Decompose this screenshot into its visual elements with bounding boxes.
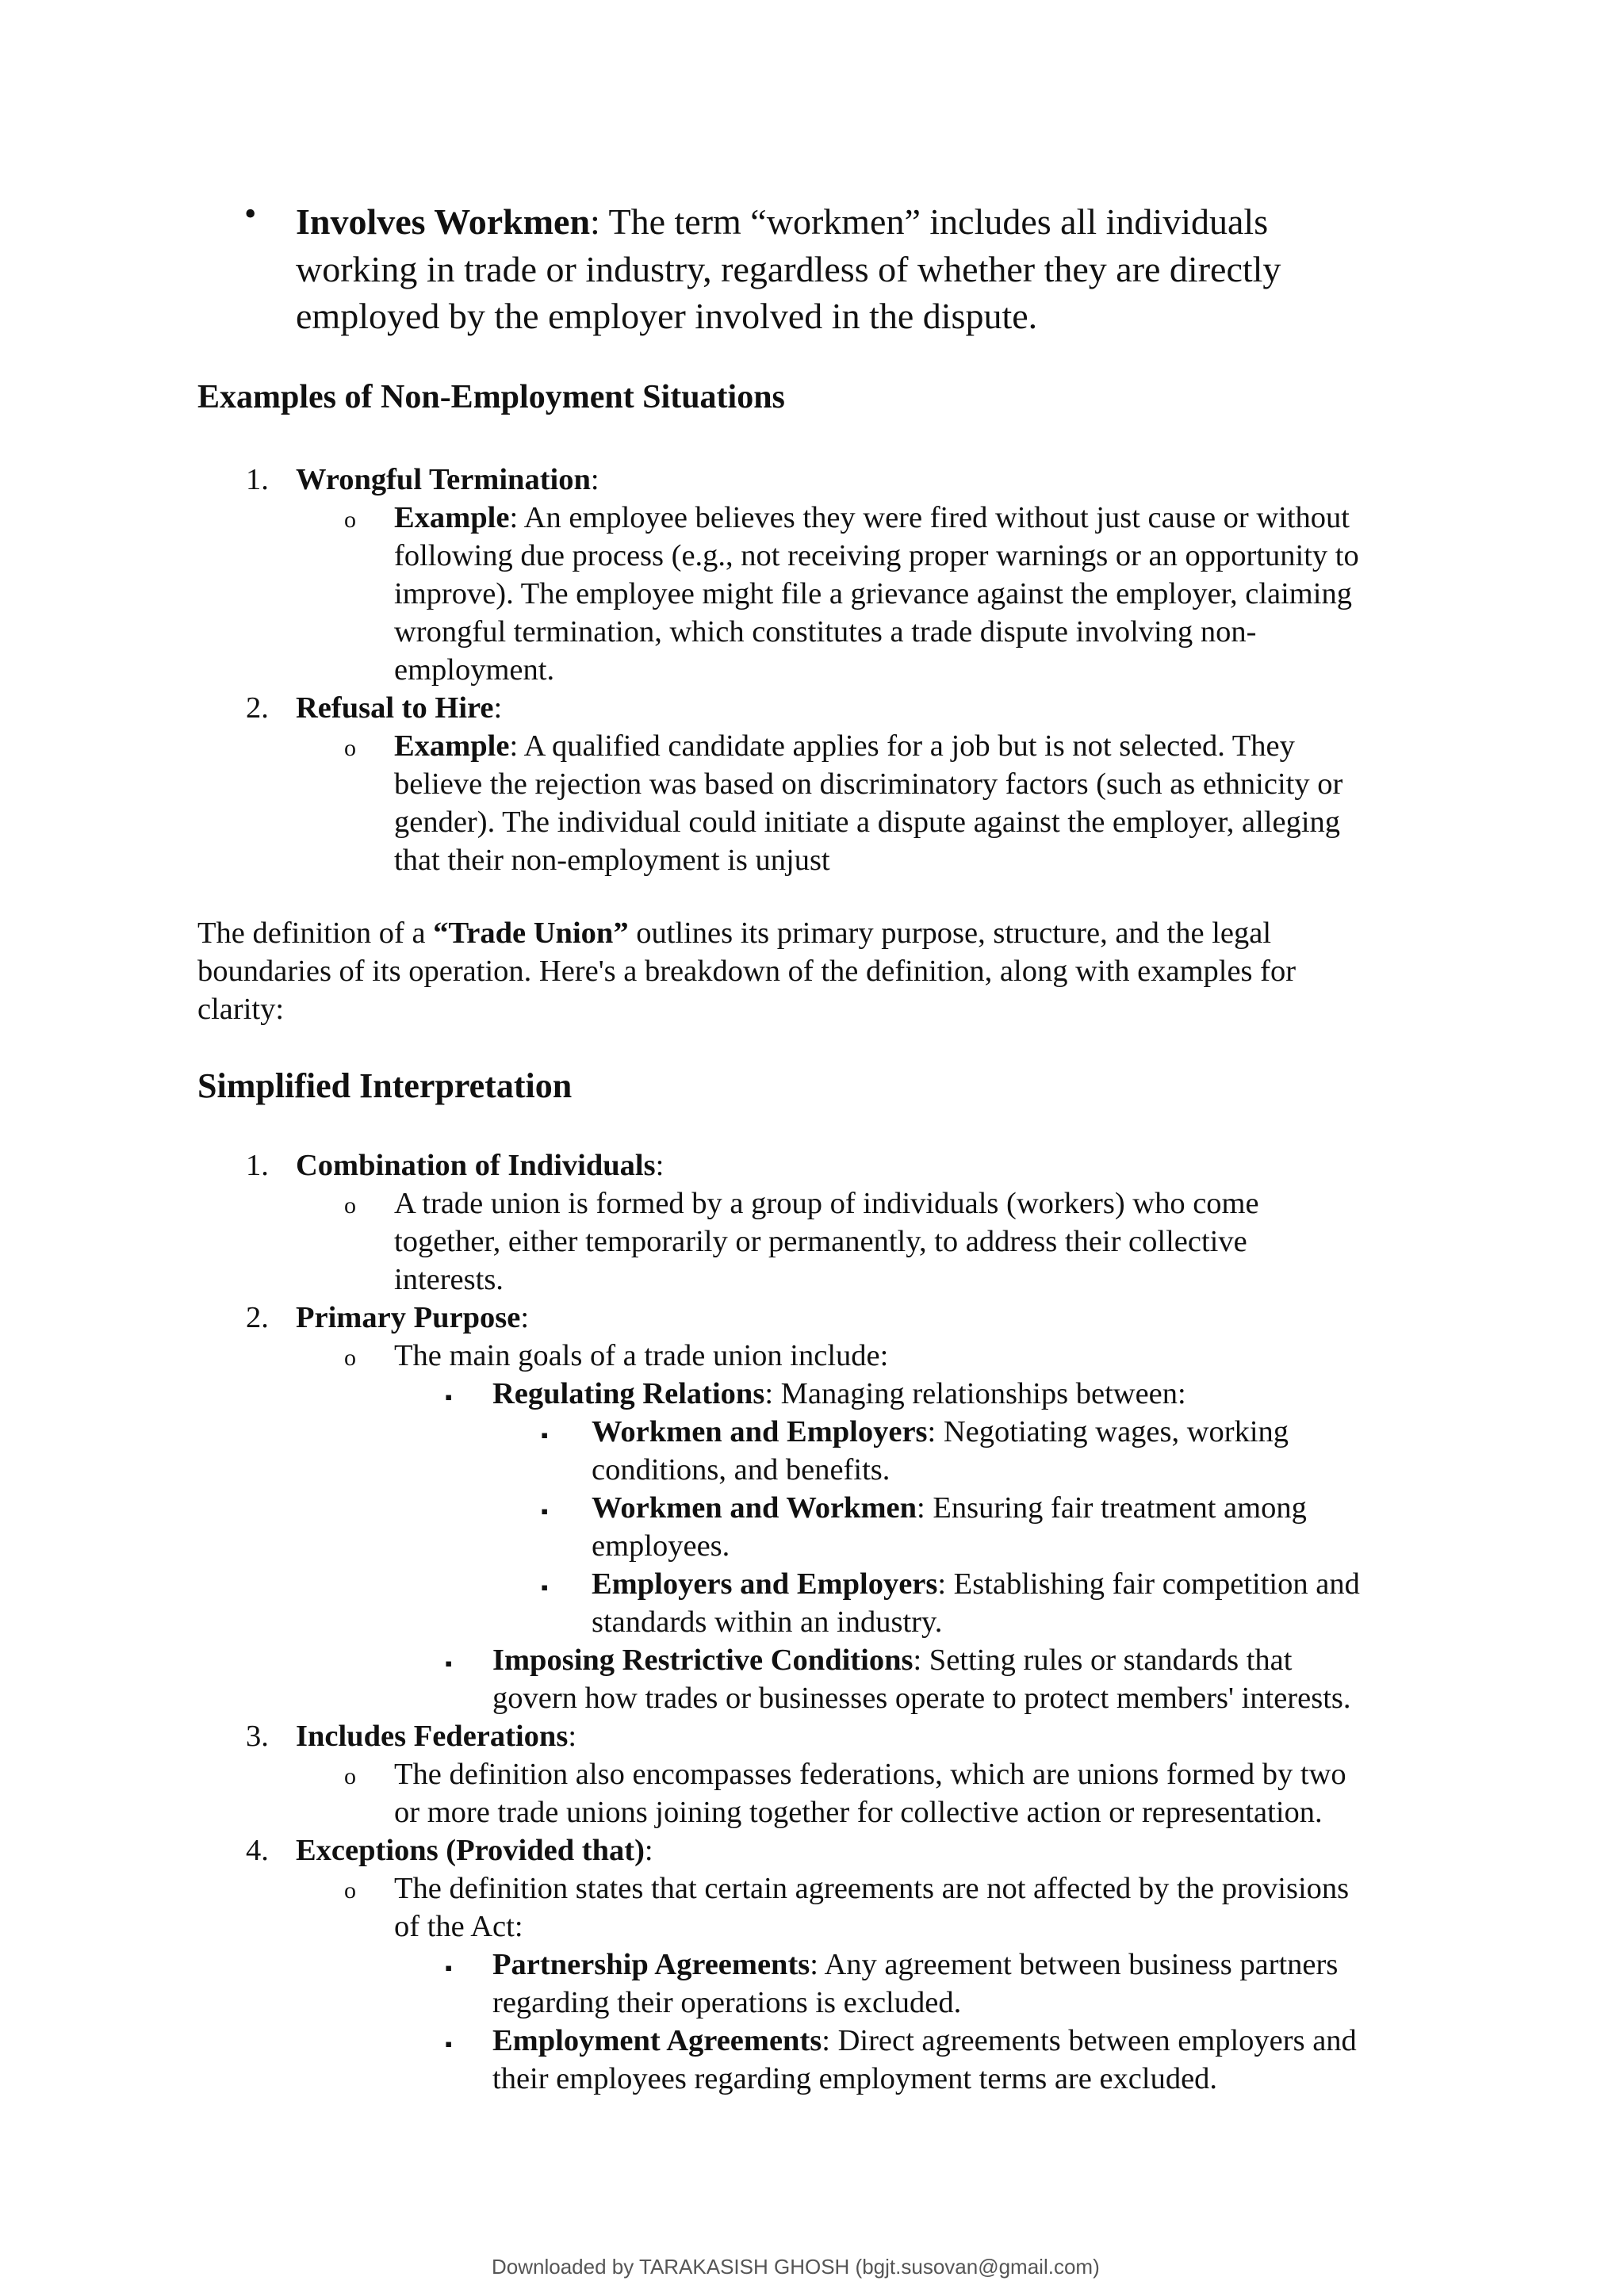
primary-purpose-line: The main goals of a trade union include: <box>394 1339 889 1372</box>
workmen-workmen-line-1: Workmen and Workmen: Ensuring fair treatment among <box>592 1491 1307 1525</box>
circle-bullet: o <box>344 1345 356 1371</box>
combination-line-1: A trade union is formed by a group of individuals (workers) who come <box>394 1187 1259 1220</box>
intro-paragraph-line-2: boundaries of its operation. Here's a breakdown of the definition, along with examples for <box>197 955 1297 988</box>
example-line-5: employment. <box>394 653 555 687</box>
example-line-4: that their non-employment is unjust <box>394 844 830 877</box>
square-bullet: ▪ <box>445 2033 453 2056</box>
circle-bullet: o <box>344 735 356 761</box>
example-line-2: believe the rejection was based on discriminatory factors (such as ethnicity or <box>394 767 1343 801</box>
circle-bullet: o <box>344 1877 356 1904</box>
list-number: 2. <box>246 691 269 725</box>
workmen-employers-line-1: Workmen and Employers: Negotiating wages, working <box>592 1415 1289 1448</box>
top-bullet-line-3: employed by the employer involved in the dispute. <box>296 296 1038 336</box>
top-bullet-line-1: Involves Workmen: The term “workmen” includes all individuals <box>296 201 1269 242</box>
intro-paragraph-line-1: The definition of a “Trade Union” outlines its primary purpose, structure, and the legal <box>197 916 1272 950</box>
list-number: 3. <box>246 1720 269 1753</box>
circle-bullet: o <box>344 1192 356 1219</box>
list-item-primary-purpose: Primary Purpose: <box>296 1301 530 1334</box>
circle-bullet: o <box>344 1763 356 1789</box>
employers-employers-line-2: standards within an industry. <box>592 1605 943 1639</box>
employment-agreements-line-1: Employment Agreements: Direct agreements between employers and <box>492 2024 1357 2057</box>
example-line-3: improve). The employee might file a grievance against the employer, claiming <box>394 577 1352 610</box>
example-line-4: wrongful termination, which constitutes a trade dispute involving non- <box>394 615 1257 649</box>
intro-paragraph-line-3: clarity: <box>197 993 285 1026</box>
exceptions-line-1: The definition states that certain agreements are not affected by the provisions <box>394 1872 1350 1905</box>
example-line-1: Example: An employee believes they were fired without just cause or without <box>394 501 1350 534</box>
list-number: 1. <box>246 1149 269 1182</box>
combination-line-3: interests. <box>394 1263 504 1296</box>
partnership-agreements-line-1: Partnership Agreements: Any agreement between business partners <box>492 1948 1339 1981</box>
download-footer: Downloaded by TARAKASISH GHOSH (bgjt.susovan@gmail.com) <box>492 2255 1100 2279</box>
square-bullet: ▪ <box>541 1424 549 1447</box>
list-item-exceptions: Exceptions (Provided that): <box>296 1834 653 1867</box>
list-item-refusal-to-hire: Refusal to Hire: <box>296 691 503 725</box>
restrictive-conditions-line-2: govern how trades or businesses operate to protect members' interests. <box>492 1682 1351 1715</box>
exceptions-line-2: of the Act: <box>394 1910 523 1943</box>
partnership-agreements-line-2: regarding their operations is excluded. <box>492 1986 962 2019</box>
list-number: 1. <box>246 463 269 496</box>
workmen-employers-line-2: conditions, and benefits. <box>592 1453 891 1487</box>
square-bullet: ▪ <box>445 1652 453 1675</box>
list-item-combination: Combination of Individuals: <box>296 1149 665 1182</box>
bullet-marker: • <box>244 194 257 233</box>
heading-non-employment-examples: Examples of Non-Employment Situations <box>197 379 785 415</box>
list-item-wrongful-termination: Wrongful Termination: <box>296 463 599 496</box>
term-involves-workmen: Involves Workmen <box>296 201 591 242</box>
example-line-3: gender). The individual could initiate a dispute against the employer, alleging <box>394 806 1341 839</box>
restrictive-conditions-line-1: Imposing Restrictive Conditions: Setting rules or standards that <box>492 1644 1293 1677</box>
square-bullet: ▪ <box>541 1576 549 1599</box>
square-bullet: ▪ <box>445 1957 453 1980</box>
workmen-workmen-line-2: employees. <box>592 1529 730 1563</box>
combination-line-2: together, either temporarily or permanently, to address their collective <box>394 1225 1247 1258</box>
example-line-1: Example: A qualified candidate applies for a job but is not selected. They <box>394 729 1295 763</box>
federations-line-2: or more trade unions joining together for collective action or representation. <box>394 1796 1323 1829</box>
list-item-federations: Includes Federations: <box>296 1720 577 1753</box>
top-bullet-line-2: working in trade or industry, regardless of whether they are directly <box>296 249 1281 289</box>
regulating-relations-line: Regulating Relations: Managing relationships between: <box>492 1377 1186 1410</box>
employers-employers-line-1: Employers and Employers: Establishing fair competition and <box>592 1567 1360 1601</box>
heading-simplified-interpretation: Simplified Interpretation <box>197 1066 573 1105</box>
square-bullet: ▪ <box>541 1500 549 1523</box>
list-number: 2. <box>246 1301 269 1334</box>
square-bullet: ▪ <box>445 1386 453 1409</box>
circle-bullet: o <box>344 507 356 533</box>
federations-line-1: The definition also encompasses federations, which are unions formed by two <box>394 1758 1346 1791</box>
employment-agreements-line-2: their employees regarding employment terms are excluded. <box>492 2062 1218 2095</box>
list-number: 4. <box>246 1834 269 1867</box>
example-line-2: following due process (e.g., not receiving proper warnings or an opportunity to <box>394 539 1359 572</box>
